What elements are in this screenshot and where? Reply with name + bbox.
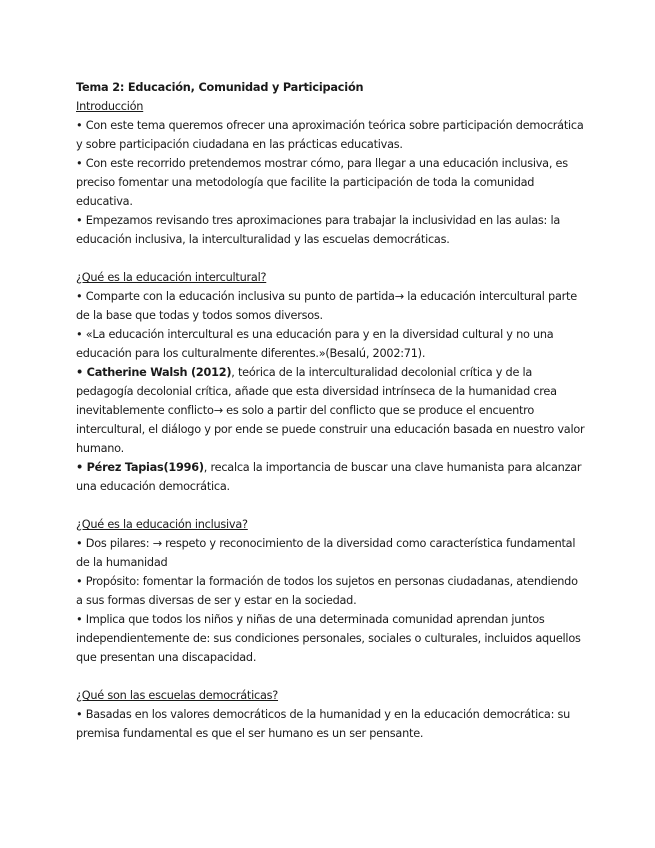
paragraph-text: , teórica de la interculturalidad decolonial crítica y de la pedagogía decolonial crítica, añade que esta diversidad intrínseca de la humanidad crea inevitablemente conflicto→ es solo a partir del conflicto que se produce el encuentro intercultural, el diálogo y por ende se puede construir una educación basada en nuestro valor humano. — [76, 366, 585, 455]
paragraph-text: • Comparte con la educación inclusiva su punto de partida→ la educación intercultural parte de la base que todas y todos somos diversos. — [76, 290, 577, 322]
section-spacer — [76, 496, 586, 515]
paragraph-text: • Empezamos revisando tres aproximaciones para trabajar la inclusividad en las aulas: la educación inclusiva, la interculturalidad y las escuelas democráticas. — [76, 214, 561, 246]
paragraph-text: • Con este recorrido pretendemos mostrar cómo, para llegar a una educación inclusiva, es preciso fomentar una metodología que facilite la participación de toda la comunidad educativa. — [76, 157, 568, 208]
paragraph — [76, 211, 586, 249]
paragraph — [76, 287, 586, 325]
section-heading-escuelas: ¿Qué son las escuelas democráticas? — [76, 689, 279, 702]
author-citation: • Catherine Walsh (2012) — [76, 366, 232, 379]
section-spacer — [76, 667, 586, 686]
paragraph — [76, 116, 586, 154]
paragraph — [76, 610, 586, 667]
paragraph — [76, 325, 586, 363]
paragraph-text: • Basadas en los valores democráticos de la humanidad y en la educación democrática: su premisa fundamental es que el ser humano es un ser pensante. — [76, 708, 571, 740]
paragraph-text: • Implica que todos los niños y niñas de una determinada comunidad aprendan juntos independientemente de: sus condiciones personales, sociales o culturales, incluidos aquellos que presentan una discapacidad. — [76, 613, 581, 664]
paragraph-text: • Con este tema queremos ofrecer una aproximación teórica sobre participación democrática y sobre participación ciudadana en las prácticas educativas. — [76, 119, 584, 151]
author-citation: • Pérez Tapias(1996) — [76, 461, 204, 474]
paragraph-text: • Dos pilares: → respeto y reconocimiento de la diversidad como característica fundamental de la humanidad — [76, 537, 576, 569]
section-heading-inclusiva: ¿Qué es la educación inclusiva? — [76, 518, 248, 531]
paragraph — [76, 705, 586, 743]
document-page — [76, 78, 586, 743]
paragraph — [76, 534, 586, 572]
document-title: Tema 2: Educación, Comunidad y Participación — [76, 81, 364, 94]
section-heading-introduccion: Introducción — [76, 100, 144, 113]
paragraph — [76, 154, 586, 211]
section-spacer — [76, 249, 586, 268]
paragraph — [76, 363, 586, 458]
section-heading-intercultural: ¿Qué es la educación intercultural? — [76, 271, 267, 284]
paragraph-text: • «La educación intercultural es una educación para y en la diversidad cultural y no una educación para los culturalmente diferentes.»(Besalú, 2002:71). — [76, 328, 554, 360]
paragraph — [76, 458, 586, 496]
paragraph — [76, 572, 586, 610]
paragraph-text: • Propósito: fomentar la formación de todos los sujetos en personas ciudadanas, atendiendo a sus formas diversas de ser y estar en la sociedad. — [76, 575, 578, 607]
paragraph-text: , recalca la importancia de buscar una clave humanista para alcanzar una educación democrática. — [76, 461, 582, 493]
